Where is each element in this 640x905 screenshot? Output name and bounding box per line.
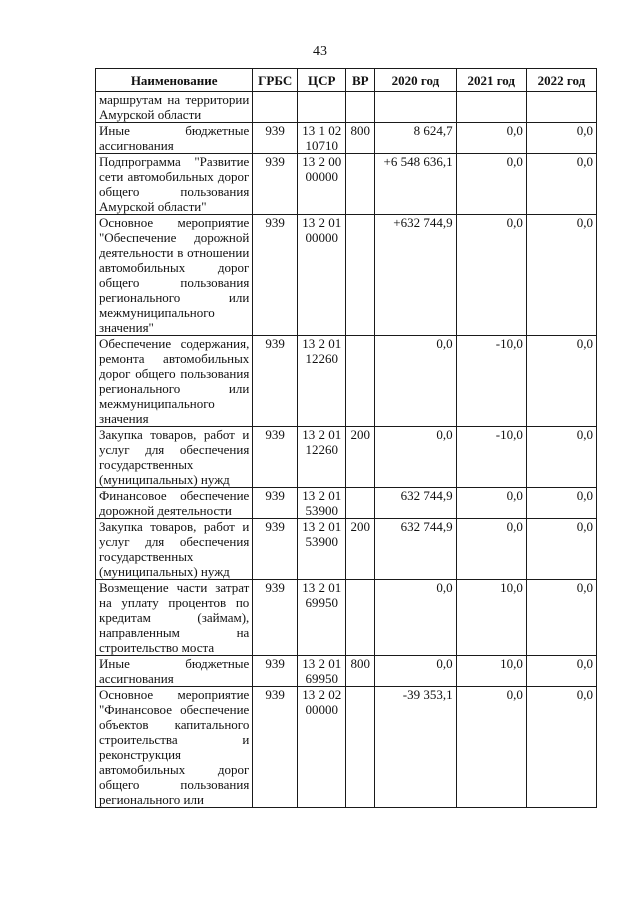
cell-vr: 200: [346, 427, 375, 488]
cell-2021: -10,0: [456, 427, 526, 488]
cell-vr: [346, 687, 375, 808]
cell-2022: 0,0: [526, 427, 596, 488]
table-row: [96, 427, 597, 488]
cell-2020: 0,0: [375, 580, 456, 656]
table-header-row: [96, 69, 597, 92]
cell-grbs: 939: [253, 427, 298, 488]
cell-2022: [526, 92, 596, 123]
cell-grbs: 939: [253, 687, 298, 808]
cell-2020: [375, 92, 456, 123]
cell-csr: 13 2 01 69950: [298, 656, 346, 687]
cell-name: Основное мероприятие "Финансовое обеспечение объектов капитального строительства и реконструкция автомобильных дорог общего пользования регионального или: [96, 687, 253, 808]
cell-csr: 13 2 01 53900: [298, 519, 346, 580]
table-row: [96, 580, 597, 656]
cell-2022: 0,0: [526, 215, 596, 336]
table-row: [96, 488, 597, 519]
header-2020: 2020 год: [375, 69, 456, 92]
cell-2022: 0,0: [526, 687, 596, 808]
cell-name: Основное мероприятие "Обеспечение дорожной деятельности в отношении автомобильных дорог общего пользования регионального или межмуниципального значения": [96, 215, 253, 336]
cell-vr: [346, 92, 375, 123]
cell-vr: [346, 488, 375, 519]
cell-name: Возмещение части затрат на уплату процентов по кредитам (займам), направленным на строительство моста: [96, 580, 253, 656]
cell-2020: 8 624,7: [375, 123, 456, 154]
cell-2020: 0,0: [375, 656, 456, 687]
table-row: [96, 687, 597, 808]
header-2022: 2022 год: [526, 69, 596, 92]
cell-2020: -39 353,1: [375, 687, 456, 808]
cell-csr: 13 2 02 00000: [298, 687, 346, 808]
cell-csr: 13 2 01 12260: [298, 427, 346, 488]
budget-table: [95, 68, 597, 808]
table-row: [96, 336, 597, 427]
cell-2020: 632 744,9: [375, 519, 456, 580]
cell-vr: 800: [346, 656, 375, 687]
cell-name: маршрутам на территории Амурской области: [96, 92, 253, 123]
cell-name: Иные бюджетные ассигнования: [96, 656, 253, 687]
cell-name: Закупка товаров, работ и услуг для обеспечения государственных (муниципальных) нужд: [96, 519, 253, 580]
cell-2022: 0,0: [526, 336, 596, 427]
table-row: [96, 154, 597, 215]
cell-2021: 10,0: [456, 656, 526, 687]
cell-vr: [346, 215, 375, 336]
cell-2022: 0,0: [526, 656, 596, 687]
cell-name: Подпрограмма "Развитие сети автомобильных дорог общего пользования Амурской области": [96, 154, 253, 215]
cell-csr: 13 2 01 12260: [298, 336, 346, 427]
cell-csr: [298, 92, 346, 123]
cell-csr: 13 1 02 10710: [298, 123, 346, 154]
cell-csr: 13 2 01 69950: [298, 580, 346, 656]
table-row: [96, 215, 597, 336]
cell-grbs: 939: [253, 656, 298, 687]
cell-csr: 13 2 00 00000: [298, 154, 346, 215]
header-vr: ВР: [346, 69, 375, 92]
cell-2021: 0,0: [456, 123, 526, 154]
table-row: [96, 123, 597, 154]
header-name: Наименование: [96, 69, 253, 92]
cell-2022: 0,0: [526, 519, 596, 580]
cell-2021: 0,0: [456, 154, 526, 215]
cell-2020: 0,0: [375, 336, 456, 427]
table-row: [96, 656, 597, 687]
cell-name: Иные бюджетные ассигнования: [96, 123, 253, 154]
cell-2021: 0,0: [456, 687, 526, 808]
cell-grbs: 939: [253, 154, 298, 215]
cell-name: Обеспечение содержания, ремонта автомобильных дорог общего пользования регионального или межмуниципального значения: [96, 336, 253, 427]
cell-grbs: 939: [253, 336, 298, 427]
cell-2022: 0,0: [526, 580, 596, 656]
cell-grbs: 939: [253, 519, 298, 580]
cell-2021: 0,0: [456, 215, 526, 336]
cell-name: Финансовое обеспечение дорожной деятельности: [96, 488, 253, 519]
cell-2021: 0,0: [456, 488, 526, 519]
cell-2020: 0,0: [375, 427, 456, 488]
cell-2020: 632 744,9: [375, 488, 456, 519]
cell-2021: [456, 92, 526, 123]
cell-2022: 0,0: [526, 488, 596, 519]
cell-vr: [346, 336, 375, 427]
cell-2020: +6 548 636,1: [375, 154, 456, 215]
header-grbs: ГРБС: [253, 69, 298, 92]
cell-csr: 13 2 01 00000: [298, 215, 346, 336]
cell-2022: 0,0: [526, 154, 596, 215]
page-number: 43: [313, 44, 327, 59]
cell-grbs: 939: [253, 123, 298, 154]
cell-csr: 13 2 01 53900: [298, 488, 346, 519]
header-2021: 2021 год: [456, 69, 526, 92]
cell-vr: [346, 580, 375, 656]
cell-vr: [346, 154, 375, 215]
cell-grbs: 939: [253, 215, 298, 336]
cell-2020: +632 744,9: [375, 215, 456, 336]
cell-name: Закупка товаров, работ и услуг для обеспечения государственных (муниципальных) нужд: [96, 427, 253, 488]
cell-2021: -10,0: [456, 336, 526, 427]
cell-grbs: 939: [253, 488, 298, 519]
cell-grbs: [253, 92, 298, 123]
header-csr: ЦСР: [298, 69, 346, 92]
table-row: [96, 92, 597, 123]
cell-2022: 0,0: [526, 123, 596, 154]
table-row: [96, 519, 597, 580]
cell-vr: 200: [346, 519, 375, 580]
cell-vr: 800: [346, 123, 375, 154]
cell-2021: 10,0: [456, 580, 526, 656]
cell-2021: 0,0: [456, 519, 526, 580]
cell-grbs: 939: [253, 580, 298, 656]
